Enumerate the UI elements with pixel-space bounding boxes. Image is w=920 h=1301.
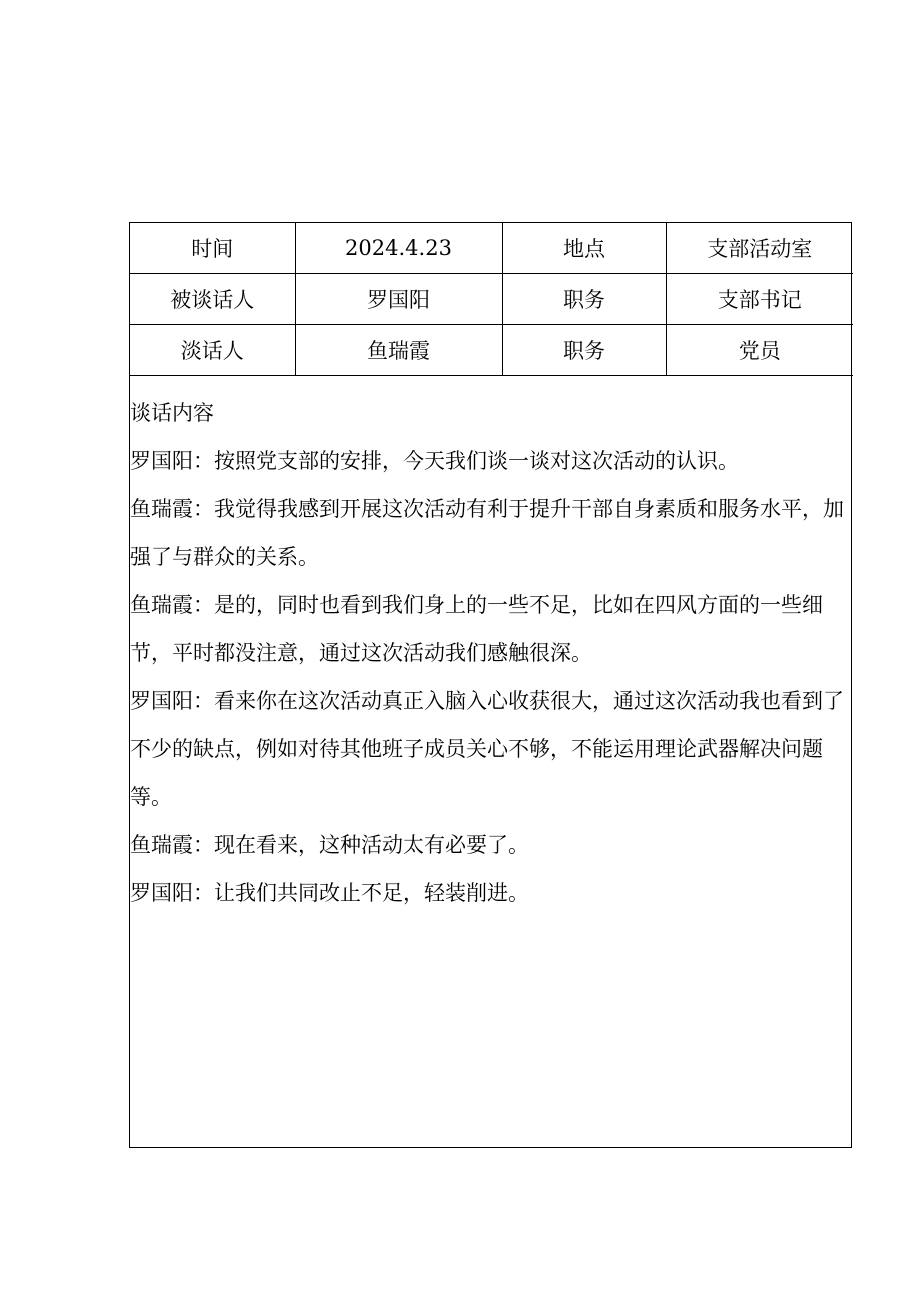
time-value: 2024.4.23 xyxy=(295,223,502,274)
info-table xyxy=(130,223,853,376)
table-row xyxy=(130,325,853,376)
dialogue-line: 鱼瑞霞：我觉得我感到开展这次活动有利于提升干部自身素质和服务水平，加强了与群众的关系。 xyxy=(130,497,844,569)
dialogue-line: 鱼瑞霞：现在看来，这种活动太有必要了。 xyxy=(130,833,529,857)
table-row xyxy=(130,223,853,274)
interviewer-name: 鱼瑞霞 xyxy=(295,325,502,376)
interviewer-label: 淡话人 xyxy=(130,325,295,376)
talk-record-form xyxy=(129,222,852,1148)
table-row xyxy=(130,274,853,325)
dialogue-line: 罗国阳：让我们共同改止不足，轻装削进。 xyxy=(130,881,529,905)
interviewee-post: 支部书记 xyxy=(666,274,853,325)
interviewee-label: 被谈话人 xyxy=(130,274,295,325)
place-label: 地点 xyxy=(502,223,666,274)
dialogue-line: 罗国阳：按照党支部的安排，今天我们谈一谈对这次活动的认识。 xyxy=(130,449,739,473)
talk-content xyxy=(130,376,851,917)
interviewee-post-label: 职务 xyxy=(502,274,666,325)
dialogue-line: 鱼瑞霞：是的，同时也看到我们身上的一些不足，比如在四风方面的一些细节，平时都没注意，通过这次活动我们感触很深。 xyxy=(130,593,823,665)
place-value: 支部活动室 xyxy=(666,223,853,274)
interviewer-post: 党员 xyxy=(666,325,853,376)
interviewer-post-label: 职务 xyxy=(502,325,666,376)
interviewee-name: 罗国阳 xyxy=(295,274,502,325)
content-heading: 谈话内容 xyxy=(130,401,214,425)
dialogue-line: 罗国阳：看来你在这次活动真正入脑入心收获很大，通过这次活动我也看到了不少的缺点，例如对待其他班子成员关心不够，不能运用理论武器解决问题等。 xyxy=(130,689,844,809)
time-label: 时间 xyxy=(130,223,295,274)
